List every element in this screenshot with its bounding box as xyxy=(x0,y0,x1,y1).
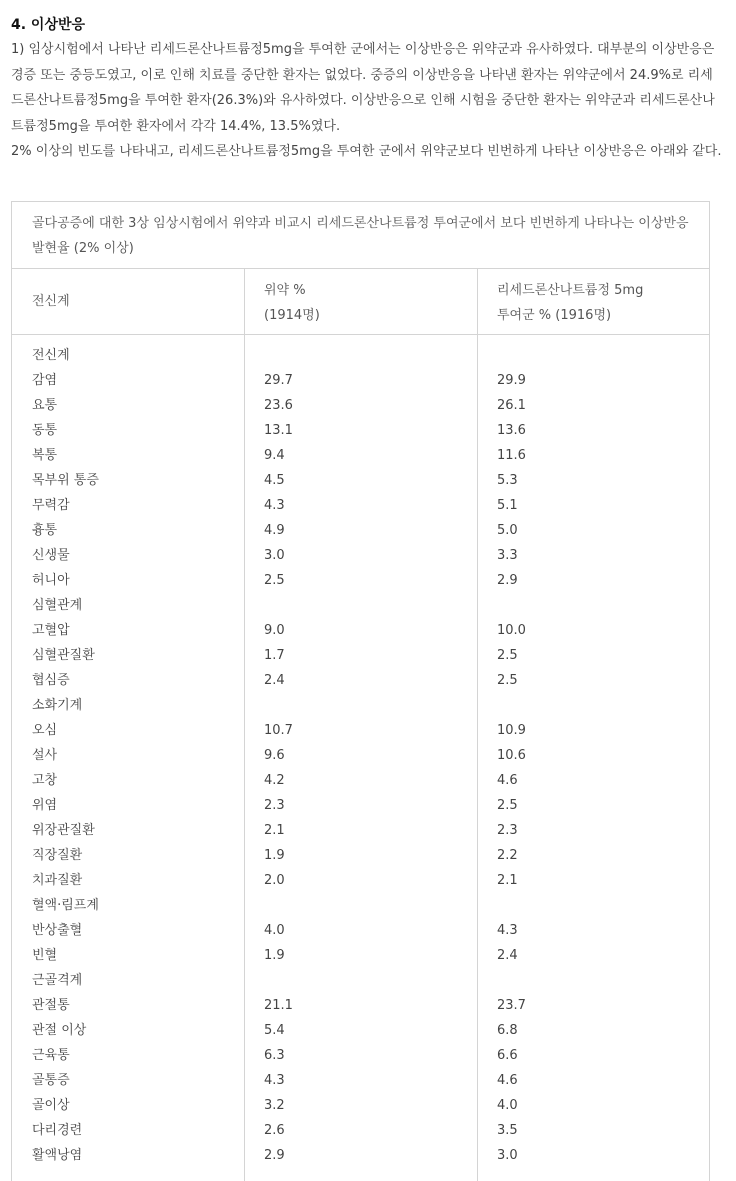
row-category-cell: 관절 이상 xyxy=(32,1023,87,1038)
section-heading: 4. 이상반응 xyxy=(11,17,86,33)
row-drug-cell: 4.3 xyxy=(497,923,518,938)
row-placebo-cell: 2.4 xyxy=(264,673,285,688)
row-placebo-cell: 6.3 xyxy=(264,1048,285,1063)
row-drug-cell: 10.0 xyxy=(497,623,526,638)
row-category-cell: 혈액·림프계 xyxy=(32,898,99,913)
table-body xyxy=(12,343,709,1168)
row-placebo-cell: 4.9 xyxy=(264,523,285,538)
header-placebo xyxy=(264,278,320,328)
row-placebo-cell: 9.4 xyxy=(264,448,285,463)
row-placebo-cell: 4.3 xyxy=(264,498,285,513)
row-drug-cell: 2.3 xyxy=(497,823,518,838)
row-category-cell: 다리경련 xyxy=(32,1123,83,1138)
row-category-cell: 목부위 통증 xyxy=(32,473,99,488)
table-row xyxy=(12,943,709,968)
row-placebo-cell: 2.0 xyxy=(264,873,285,888)
row-category-cell: 골이상 xyxy=(32,1098,70,1113)
row-drug-cell: 4.0 xyxy=(497,1098,518,1113)
table-row xyxy=(12,618,709,643)
table-caption: 골다공증에 대한 3상 임상시험에서 위약과 비교시 리세드론산나트륨정 투여군에서 보다 빈번하게 나타나는 이상반응 발현율 (2% 이상) xyxy=(12,202,709,269)
header-placebo-count: (1914명) xyxy=(264,308,320,323)
table-row xyxy=(12,1093,709,1118)
row-placebo-cell: 2.3 xyxy=(264,798,285,813)
row-placebo-cell: 2.1 xyxy=(264,823,285,838)
row-category-cell: 흉통 xyxy=(32,523,58,538)
row-drug-cell: 6.8 xyxy=(497,1023,518,1038)
table-header-row xyxy=(12,269,709,335)
table-row xyxy=(12,1018,709,1043)
row-placebo-cell: 10.7 xyxy=(264,723,293,738)
header-placebo-label: 위약 % xyxy=(264,283,306,298)
table-row xyxy=(12,818,709,843)
table-row xyxy=(12,493,709,518)
row-category-cell: 고혈압 xyxy=(32,623,70,638)
row-drug-cell: 3.3 xyxy=(497,548,518,563)
row-placebo-cell: 9.6 xyxy=(264,748,285,763)
row-placebo-cell: 3.2 xyxy=(264,1098,285,1113)
table-row xyxy=(12,718,709,743)
row-category-cell: 위장관질환 xyxy=(32,823,95,838)
table-row xyxy=(12,568,709,593)
row-drug-cell: 5.3 xyxy=(497,473,518,488)
table-row xyxy=(12,793,709,818)
row-category-cell: 오심 xyxy=(32,723,58,738)
row-drug-cell: 10.9 xyxy=(497,723,526,738)
row-drug-cell: 26.1 xyxy=(497,398,526,413)
row-category-cell: 관절통 xyxy=(32,998,70,1013)
row-drug-cell: 5.0 xyxy=(497,523,518,538)
row-category-cell: 복통 xyxy=(32,448,58,463)
row-drug-cell: 4.6 xyxy=(497,1073,518,1088)
table-row xyxy=(12,743,709,768)
row-category-cell: 신생물 xyxy=(32,548,70,563)
table-row xyxy=(12,1118,709,1143)
row-category-cell: 활액낭염 xyxy=(32,1148,83,1163)
header-drug-count: 투여군 % (1916명) xyxy=(497,308,612,323)
table-row xyxy=(12,368,709,393)
row-drug-cell: 23.7 xyxy=(497,998,526,1013)
table-row xyxy=(12,543,709,568)
header-drug xyxy=(497,278,643,328)
row-placebo-cell: 23.6 xyxy=(264,398,293,413)
row-placebo-cell: 4.5 xyxy=(264,473,285,488)
row-category-cell: 전신계 xyxy=(32,348,70,363)
row-placebo-cell: 2.6 xyxy=(264,1123,285,1138)
adverse-events-table xyxy=(11,201,710,1181)
intro-paragraph-2: 2% 이상의 빈도를 나타내고, 리세드론산나트륨정5mg을 투여한 군에서 위약군보다 빈번하게 나타난 이상반응은 아래와 같다. xyxy=(11,144,722,159)
table-row xyxy=(12,418,709,443)
row-drug-cell: 2.5 xyxy=(497,648,518,663)
row-category-cell: 빈혈 xyxy=(32,948,58,963)
row-placebo-cell: 5.4 xyxy=(264,1023,285,1038)
row-category-cell: 반상출혈 xyxy=(32,923,83,938)
row-category-cell: 감염 xyxy=(32,373,58,388)
table-row xyxy=(12,593,709,618)
table-row xyxy=(12,843,709,868)
row-drug-cell: 13.6 xyxy=(497,423,526,438)
row-drug-cell: 29.9 xyxy=(497,373,526,388)
row-category-cell: 요통 xyxy=(32,398,58,413)
row-category-cell: 심혈관질환 xyxy=(32,648,95,663)
row-category-cell: 위염 xyxy=(32,798,58,813)
table-row xyxy=(12,343,709,368)
row-drug-cell: 2.4 xyxy=(497,948,518,963)
row-placebo-cell: 1.9 xyxy=(264,948,285,963)
row-drug-cell: 2.5 xyxy=(497,798,518,813)
row-placebo-cell: 4.3 xyxy=(264,1073,285,1088)
table-row xyxy=(12,893,709,918)
row-drug-cell: 2.1 xyxy=(497,873,518,888)
row-drug-cell: 4.6 xyxy=(497,773,518,788)
row-category-cell: 직장질환 xyxy=(32,848,83,863)
table-row xyxy=(12,968,709,993)
row-placebo-cell: 3.0 xyxy=(264,548,285,563)
row-category-cell: 고창 xyxy=(32,773,58,788)
header-drug-label: 리세드론산나트륨정 5mg xyxy=(497,283,644,298)
table-row xyxy=(12,393,709,418)
row-placebo-cell: 21.1 xyxy=(264,998,293,1013)
row-category-cell: 심혈관계 xyxy=(32,598,83,613)
row-category-cell: 협심증 xyxy=(32,673,70,688)
row-category-cell: 동통 xyxy=(32,423,58,438)
table-row xyxy=(12,1143,709,1168)
row-placebo-cell: 4.2 xyxy=(264,773,285,788)
row-placebo-cell: 9.0 xyxy=(264,623,285,638)
row-category-cell: 근골격계 xyxy=(32,973,83,988)
row-drug-cell: 2.9 xyxy=(497,573,518,588)
table-row xyxy=(12,1068,709,1093)
table-row xyxy=(12,993,709,1018)
row-category-cell: 근육통 xyxy=(32,1048,70,1063)
table-row xyxy=(12,918,709,943)
row-drug-cell: 3.5 xyxy=(497,1123,518,1138)
row-category-cell: 허니아 xyxy=(32,573,70,588)
row-category-cell: 소화기계 xyxy=(32,698,83,713)
table-row xyxy=(12,693,709,718)
row-drug-cell: 2.2 xyxy=(497,848,518,863)
table-row xyxy=(12,518,709,543)
table-row xyxy=(12,868,709,893)
row-drug-cell: 3.0 xyxy=(497,1148,518,1163)
row-placebo-cell: 4.0 xyxy=(264,923,285,938)
row-category-cell: 치과질환 xyxy=(32,873,83,888)
row-category-cell: 설사 xyxy=(32,748,58,763)
row-category-cell: 골통증 xyxy=(32,1073,70,1088)
table-row xyxy=(12,468,709,493)
table-row xyxy=(12,1043,709,1068)
row-drug-cell: 10.6 xyxy=(497,748,526,763)
row-placebo-cell: 2.5 xyxy=(264,573,285,588)
table-row xyxy=(12,768,709,793)
row-placebo-cell: 1.9 xyxy=(264,848,285,863)
row-drug-cell: 6.6 xyxy=(497,1048,518,1063)
row-drug-cell: 5.1 xyxy=(497,498,518,513)
table-row xyxy=(12,643,709,668)
table-row xyxy=(12,668,709,693)
intro-text xyxy=(11,37,723,165)
row-placebo-cell: 1.7 xyxy=(264,648,285,663)
row-placebo-cell: 13.1 xyxy=(264,423,293,438)
row-category-cell: 무력감 xyxy=(32,498,70,513)
row-placebo-cell: 29.7 xyxy=(264,373,293,388)
row-drug-cell: 2.5 xyxy=(497,673,518,688)
row-placebo-cell: 2.9 xyxy=(264,1148,285,1163)
row-drug-cell: 11.6 xyxy=(497,448,526,463)
table-row xyxy=(12,443,709,468)
header-category: 전신계 xyxy=(32,294,70,309)
intro-paragraph-1: 1) 임상시험에서 나타난 리세드론산나트륨정5mg을 투여한 군에서는 이상반응은 위약군과 유사하였다. 대부분의 이상반응은 경증 또는 중등도였고, 이로 인해 치료를 중단한 환자는 없었다. 중증의 이상반응을 나타낸 환자는 위약군에서 24.9%로 리세드론산나트륨정5mg을 투여한 환자(26.3%)와 유사하였다. 이상반응으로 인해 시험을 중단한 환자는 위약군과 리세드론산나트륨정5mg을 투여한 환자에서 각각 14.4%, 13.5%였다. xyxy=(11,42,715,134)
